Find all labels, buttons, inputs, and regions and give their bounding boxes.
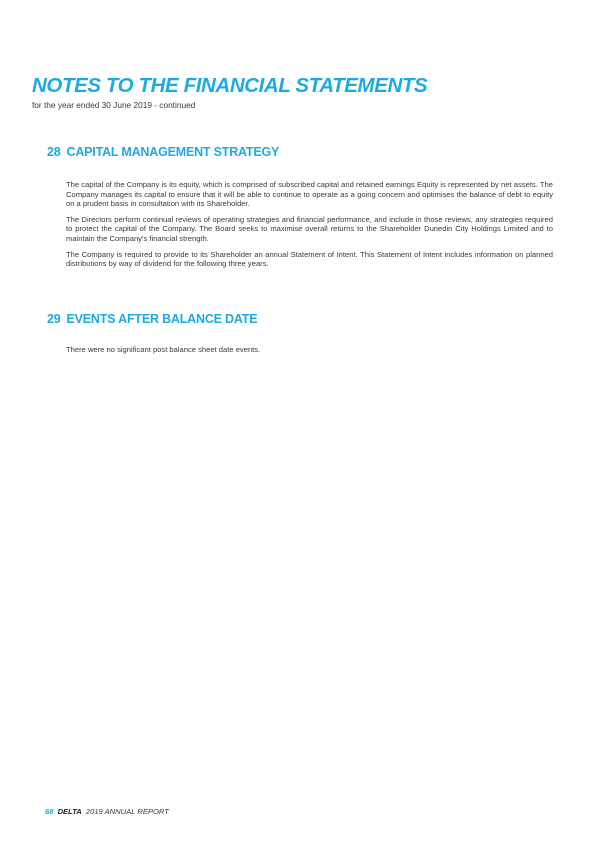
section-body: [66, 345, 553, 355]
paragraph: The Company is required to provide to its Shareholder an annual Statement of Intent. This Statement of Intent includes information on planned distributions by way of dividend for the following three years.: [66, 249, 553, 269]
page-footer: [45, 807, 169, 817]
page-title: NOTES TO THE FINANCIAL STATEMENTS: [32, 74, 428, 97]
page-header: [32, 74, 572, 110]
section-number: 29: [47, 312, 61, 326]
paragraph: The capital of the Company is its equity, which is comprised of subscribed capital and retained earnings Equity is represented by net assets. The Company manages its capital to ensure that it will be able to continue to operate as a going concern and optimises the balance of debt to equity on a prudent basis in consultation with its Shareholder.: [66, 180, 553, 209]
section-body: [66, 180, 553, 269]
section-heading: [47, 312, 553, 327]
paragraph: The Directors perform continual reviews of operating strategies and financial performance, and include in those reviews, any strategies required to protect the capital of the Company. The Board seeks to maximise overall returns to the Shareholder Dunedin City Holdings Limited and to maintain the Company's financial strength.: [66, 214, 553, 243]
report-name: 2019 ANNUAL REPORT: [85, 807, 169, 816]
paragraph: There were no significant post balance sheet date events.: [66, 345, 261, 354]
section-capital-management-strategy: [47, 145, 553, 275]
section-title: EVENTS AFTER BALANCE DATE: [66, 312, 258, 326]
page-number: 68: [45, 807, 54, 816]
section-events-after-balance-date: [47, 312, 553, 361]
brand-name: DELTA: [57, 807, 82, 816]
section-heading: [47, 145, 553, 160]
section-title: CAPITAL MANAGEMENT STRATEGY: [66, 145, 280, 159]
page-subtitle: for the year ended 30 June 2019 - continued: [32, 100, 196, 110]
section-number: 28: [47, 145, 61, 159]
